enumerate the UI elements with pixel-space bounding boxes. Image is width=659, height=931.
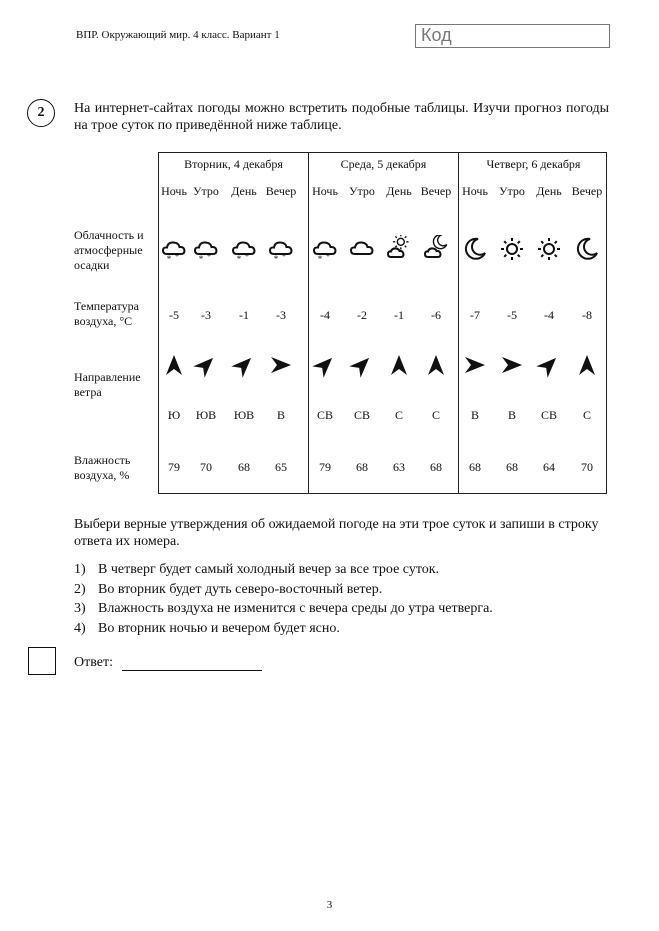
temperature-value: -8	[582, 308, 592, 322]
temperature-value: -3	[276, 308, 286, 322]
answer-option	[74, 621, 340, 637]
svg-text:*: *	[317, 254, 323, 263]
svg-text:*: *	[273, 254, 279, 263]
sun-icon	[535, 235, 563, 263]
wind-arrow-icon	[313, 353, 337, 377]
row-label-wind: Направление ветра	[74, 370, 141, 399]
svg-text:*: *	[175, 252, 179, 261]
humidity-value: 79	[319, 460, 331, 474]
wind-arrow-icon	[269, 353, 293, 377]
option-number: 2)	[74, 582, 86, 597]
time-header: Вечер	[420, 184, 452, 198]
row-label-temperature: Температура воздуха, °С	[74, 299, 139, 328]
humidity-value: 70	[581, 460, 593, 474]
task-intro: На интернет-сайтах погоды можно встретить подобные таблицы. Изучи прогноз погоды на трое суток по приведённой ниже таблице.	[74, 101, 609, 133]
wind-direction: В	[507, 408, 516, 422]
answer-option	[74, 582, 382, 598]
temperature-value: -7	[470, 308, 480, 322]
svg-text:*: *	[282, 252, 286, 261]
moon-icon	[573, 235, 601, 263]
humidity-value: 68	[238, 460, 250, 474]
svg-text:*: *	[198, 254, 204, 263]
wind-direction: ЮВ	[233, 408, 255, 422]
option-text: Во вторник ночью и вечером будет ясно.	[98, 621, 340, 636]
day-header: Среда, 5 декабря	[340, 157, 427, 171]
time-header: Утро	[499, 184, 525, 198]
answer-label: Ответ:	[74, 655, 113, 670]
temperature-value: -1	[239, 308, 249, 322]
svg-text:*: *	[166, 254, 172, 263]
time-header: Ночь	[161, 184, 187, 198]
humidity-value: 64	[543, 460, 555, 474]
wind-arrow-icon	[387, 353, 411, 377]
humidity-value: 70	[200, 460, 212, 474]
sun-icon	[498, 235, 526, 263]
code-field[interactable]	[415, 24, 610, 48]
wind-arrow-icon	[232, 353, 256, 377]
day-divider	[308, 153, 309, 493]
task-number: 2	[27, 99, 55, 127]
wind-direction: С	[394, 408, 403, 422]
time-header: Утро	[349, 184, 375, 198]
time-header: День	[386, 184, 412, 198]
wind-direction: Ю	[167, 408, 181, 422]
cloud-snow-icon	[160, 235, 188, 263]
humidity-value: 63	[393, 460, 405, 474]
wind-arrow-icon	[194, 353, 218, 377]
humidity-value: 68	[506, 460, 518, 474]
row-label-humidity: Влажность воздуха, %	[74, 453, 131, 482]
humidity-value: 68	[430, 460, 442, 474]
wind-arrow-icon	[350, 353, 374, 377]
answer-option	[74, 562, 439, 578]
svg-text:*: *	[245, 252, 249, 261]
wind-direction: В	[470, 408, 479, 422]
temperature-value: -1	[394, 308, 404, 322]
time-header: Ночь	[462, 184, 488, 198]
time-header: Ночь	[312, 184, 338, 198]
cloud-icon	[348, 235, 376, 263]
time-header: День	[536, 184, 562, 198]
cloud-snow-icon	[192, 235, 220, 263]
option-text: Во вторник будет дуть северо-восточный ветер.	[98, 582, 383, 597]
svg-text:*: *	[326, 252, 330, 261]
wind-arrow-icon	[463, 353, 487, 377]
svg-text:*: *	[207, 252, 211, 261]
option-number: 4)	[74, 621, 86, 636]
time-header: Утро	[193, 184, 219, 198]
wind-direction: С	[582, 408, 591, 422]
cloud-snow-icon	[230, 235, 258, 263]
wind-direction: В	[276, 408, 285, 422]
question-text: Выбери верные утверждения об ожидаемой погоде на эти трое суток и запиши в строку ответа их номера.	[74, 517, 599, 549]
answer-line[interactable]	[122, 670, 262, 671]
wind-arrow-icon	[500, 353, 524, 377]
cloud-snow-icon	[267, 235, 295, 263]
day-divider	[458, 153, 459, 493]
temperature-value: -6	[431, 308, 441, 322]
moon-cloud-icon	[422, 235, 450, 263]
moon-icon	[461, 235, 489, 263]
option-number: 3)	[74, 601, 86, 616]
page-number: 3	[326, 899, 333, 911]
humidity-value: 68	[356, 460, 368, 474]
wind-arrow-icon	[537, 353, 561, 377]
wind-arrow-icon	[424, 353, 448, 377]
humidity-value: 79	[168, 460, 180, 474]
wind-direction: СВ	[540, 408, 557, 422]
answer-option	[74, 601, 493, 617]
time-header: Вечер	[265, 184, 297, 198]
cloud-snow-icon	[311, 235, 339, 263]
option-text: В четверг будет самый холодный вечер за все трое суток.	[98, 562, 440, 577]
answer-box[interactable]	[28, 647, 56, 675]
time-header: День	[231, 184, 257, 198]
row-label-clouds: Облачность и атмосферные осадки	[74, 228, 144, 272]
temperature-value: -4	[544, 308, 554, 322]
svg-text:*: *	[236, 254, 242, 263]
weather-table	[158, 152, 607, 494]
header-title: ВПР. Окружающий мир. 4 класс. Вариант 1	[76, 29, 280, 41]
temperature-value: -3	[201, 308, 211, 322]
sun-cloud-icon	[385, 235, 413, 263]
temperature-value: -4	[320, 308, 330, 322]
code-label: Код	[421, 25, 452, 45]
temperature-value: -5	[169, 308, 179, 322]
temperature-value: -5	[507, 308, 517, 322]
temperature-value: -2	[357, 308, 367, 322]
day-header: Вторник, 4 декабря	[184, 157, 283, 171]
wind-arrow-icon	[575, 353, 599, 377]
humidity-value: 68	[469, 460, 481, 474]
wind-direction: С	[431, 408, 440, 422]
option-text: Влажность воздуха не изменится с вечера среды до утра четверга.	[98, 601, 493, 616]
wind-direction: ЮВ	[195, 408, 217, 422]
wind-direction: СВ	[353, 408, 370, 422]
wind-direction: СВ	[316, 408, 333, 422]
day-header: Четверг, 6 декабря	[486, 157, 581, 171]
time-header: Вечер	[571, 184, 603, 198]
option-number: 1)	[74, 562, 86, 577]
humidity-value: 65	[275, 460, 287, 474]
wind-arrow-icon	[162, 353, 186, 377]
